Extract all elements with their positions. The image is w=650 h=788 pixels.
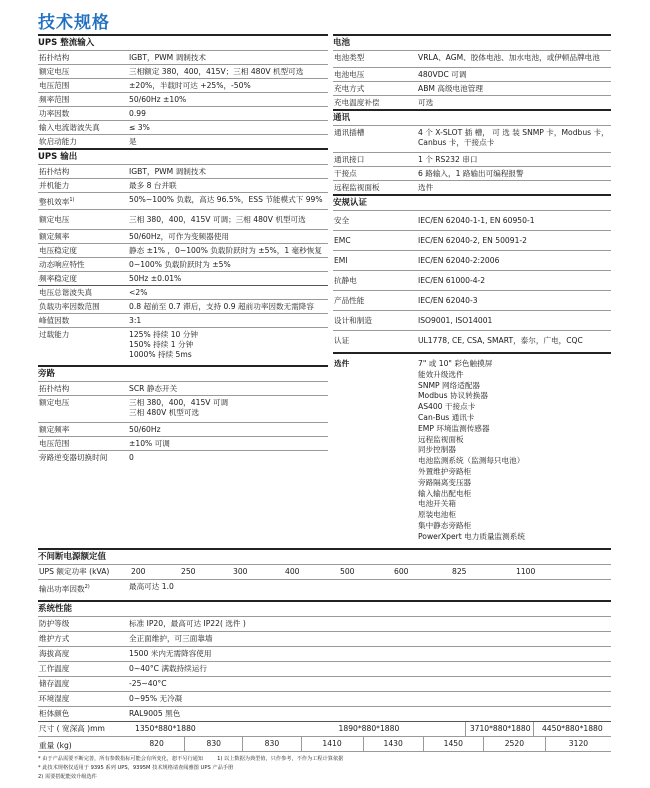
spec-row: 动态响应特性 0~100% 负载阶跃时为 ±5% xyxy=(38,257,328,271)
spec-row: 频率稳定度 50Hz ±0.01% xyxy=(38,271,328,285)
footnote: * 此技术规格仅适用于 9395 系列 UPS，9395M 技术规格请查阅雅图 UPS 产品手册 xyxy=(38,765,234,771)
spec-row: 通讯接口 1 个 RS232 串口 xyxy=(333,152,611,166)
spec-row: 远程监视面板 选件 xyxy=(333,180,611,194)
spec-row: EMC IEC/EN 62040-2, EN 50091-2 xyxy=(333,230,611,250)
spec-row: 额定频率 50/60Hz，可作为变频器使用 xyxy=(38,229,328,243)
spec-row: 拓扑结构 SCR 静态开关 xyxy=(38,381,328,395)
spec-row: 功率因数 0.99 xyxy=(38,106,328,120)
spec-row: 电压范围 ±20%，半载时可达 +25%，-50% xyxy=(38,78,328,92)
spec-row: 电池类型 VRLA、AGM、胶体电池、加水电池，或伊顿品牌电池 xyxy=(333,50,611,67)
spec-row: 旁路逆变器切换时间 0 xyxy=(38,450,328,464)
section-header-ups-ratings: 不间断电源额定值 xyxy=(38,548,611,564)
power-factor-row: 输出功率因数$^{2)}$ 最高可达 1.0 xyxy=(38,579,611,594)
spec-row: 柜体颜色 RAL9005 黑色 xyxy=(38,706,611,721)
spec-row: 认证 UL1778, CE, CSA, SMART，泰尔，广电，CQC xyxy=(333,330,611,352)
section-header-battery: 电池 xyxy=(333,34,611,50)
spec-row: 软启动能力 是 xyxy=(38,134,328,148)
option-item: 原装电池柜 xyxy=(418,510,456,520)
option-item: 同步控制器 xyxy=(418,445,456,455)
spec-row: 额定电压 三相额定 380，400，415V；三相 480V 机型可选 xyxy=(38,64,328,78)
section-header-certification: 安规认证 xyxy=(333,194,611,210)
ratings-table xyxy=(38,548,611,594)
section-header-rectifier-input: UPS 整流输入 xyxy=(38,34,328,50)
option-item: Can-Bus 通讯卡 xyxy=(418,412,475,422)
spec-row: 安全 IEC/EN 62040-1-1, EN 60950-1 xyxy=(333,210,611,230)
spec-row: 电池电压 480VDC 可调 xyxy=(333,67,611,81)
dimension-row: 尺寸 ( 宽深高 )mm 1350*880*1880 1890*880*1880 3710*880*1880 4450*880*1880 xyxy=(38,721,611,736)
footnote: 2) 需要搭配能效升级选件 xyxy=(38,774,97,780)
spec-row: 设计和制造 ISO9001, ISO14001 xyxy=(333,310,611,330)
spec-row: 充电温度补偿 可选 xyxy=(333,95,611,109)
section-header-ups-output: UPS 输出 xyxy=(38,148,328,164)
system-table xyxy=(38,600,611,752)
spec-row: 拓扑结构 IGBT，PWM 调制技术 xyxy=(38,164,328,178)
spec-row: 负载功率因数范围 0.8 超前至 0.7 滞后，支持 0.9 超前功率因数无需降容 xyxy=(38,299,328,313)
spec-row: 过载能力 125% 持续 10 分钟 150% 持续 1 分钟 1000% 持续 5ms xyxy=(38,327,328,365)
option-item: SNMP 网络适配器 xyxy=(418,380,481,390)
option-item: 7" 或 10" 彩色触摸屏 xyxy=(418,359,493,368)
section-header-communication: 通讯 xyxy=(333,109,611,125)
weight-row: 重量 (kg) 820 830 830 1410 1430 1450 2520 3120 xyxy=(38,736,611,752)
option-item: 远程监视面板 xyxy=(418,434,464,444)
option-item: EMP 环境监测传感器 xyxy=(418,423,490,433)
spec-row: 整机效率$^{1)}$ 50%~100% 负载，高达 96.5%，ESS 节能模式下 99% xyxy=(38,192,328,209)
right-spec-column xyxy=(333,34,611,544)
spec-row: 额定电压 三相 380，400，415V 可调 三相 480V 机型可选 xyxy=(38,395,328,422)
option-item: 旁路隔离变压器 xyxy=(418,477,472,487)
option-item: 输入输出配电柜 xyxy=(418,488,472,498)
spec-row: 峰值因数 3:1 xyxy=(38,313,328,327)
option-item: 电池监测系统（监测每只电池） xyxy=(418,456,525,466)
power-row: UPS 额定功率 (kVA) 200 250 300 400 500 600 825 1100 xyxy=(38,564,611,579)
spec-row: 通讯插槽 4 个 X-SLOT 插 槽， 可 选 装 SNMP 卡，Modbus 卡，Canbus 卡，干接点卡 xyxy=(333,125,611,152)
option-item: 能效升级选件 xyxy=(418,369,464,379)
option-item: Modbus 协议转换器 xyxy=(418,391,488,401)
spec-row: 维护方式 全正面维护，可三面靠墙 xyxy=(38,631,611,646)
spec-row: 产品性能 IEC/EN 62040-3 xyxy=(333,290,611,310)
spec-row: 额定频率 50/60Hz xyxy=(38,422,328,436)
spec-row: EMI IEC/EN 62040-2:2006 xyxy=(333,250,611,270)
spec-row: 环境湿度 0~95% 无冷凝 xyxy=(38,691,611,706)
option-item: 集中静态旁路柜 xyxy=(418,520,472,530)
spec-row: 工作温度 0~40°C 满载持续运行 xyxy=(38,661,611,676)
footnote: * 由于产品需要不断完善，所有参数指标可能会有所变化，恕不另行通知 xyxy=(38,756,204,762)
spec-row: 充电方式 ABM 高级电池管理 xyxy=(333,81,611,95)
footnotes xyxy=(38,755,618,782)
spec-row: 并机能力 最多 8 台并联 xyxy=(38,178,328,192)
spec-row: 防护等级 标准 IP20，最高可达 IP22( 选件 ) xyxy=(38,616,611,631)
option-item: PowerXpert 电力质量监测系统 xyxy=(418,531,525,541)
option-item: 电池开关箱 xyxy=(418,499,456,509)
option-item: 外置维护旁路柜 xyxy=(418,466,472,476)
spec-row: 抗静电 IEC/EN 61000-4-2 xyxy=(333,270,611,290)
spec-row: 电压范围 ±10% 可调 xyxy=(38,436,328,450)
spec-row: 电压总谐波失真 <2% xyxy=(38,285,328,299)
section-header-system: 系统性能 xyxy=(38,600,611,616)
spec-row: 频率范围 50/60Hz ±10% xyxy=(38,92,328,106)
spec-row: 海拔高度 1500 米内无需降容使用 xyxy=(38,646,611,661)
option-item: AS400 干接点卡 xyxy=(418,402,476,412)
spec-row: 电压稳定度 静态 ±1% ，0~100% 负载阶跃时为 ±5%，1 毫秒恢复 xyxy=(38,243,328,257)
spec-row: 干接点 6 路输入，1 路输出可编程报警 xyxy=(333,166,611,180)
left-spec-column xyxy=(38,34,328,464)
spec-row: 输入电流谐波失真 ≤ 3% xyxy=(38,120,328,134)
spec-row: 拓扑结构 IGBT，PWM 调制技术 xyxy=(38,50,328,64)
section-header-bypass: 旁路 xyxy=(38,365,328,381)
footnote: 1) 以上数据为典型值，只作参考，不作为工程计算依据 xyxy=(217,756,344,762)
page-title: 技术规格 xyxy=(38,13,110,33)
options-row: 选件 7" 或 10" 彩色触摸屏 能效升级选件 SNMP 网络适配器 Modbus 协议转换器 AS400 干接点卡 Can-Bus 通讯卡 EMP 环境监测传感器 远程监视面板 同步控制器 电池监测系统（监测每只电池） 外置维护旁路柜 旁路隔离变压器 输入输出配电柜 电池开关箱 原装电池柜 集中静态旁路柜 PowerXpert 电力质量监测系统 xyxy=(333,352,611,544)
spec-row: 储存温度 -25~40°C xyxy=(38,676,611,691)
spec-row: 额定电压 三相 380，400，415V 可调；三相 480V 机型可选 xyxy=(38,209,328,229)
